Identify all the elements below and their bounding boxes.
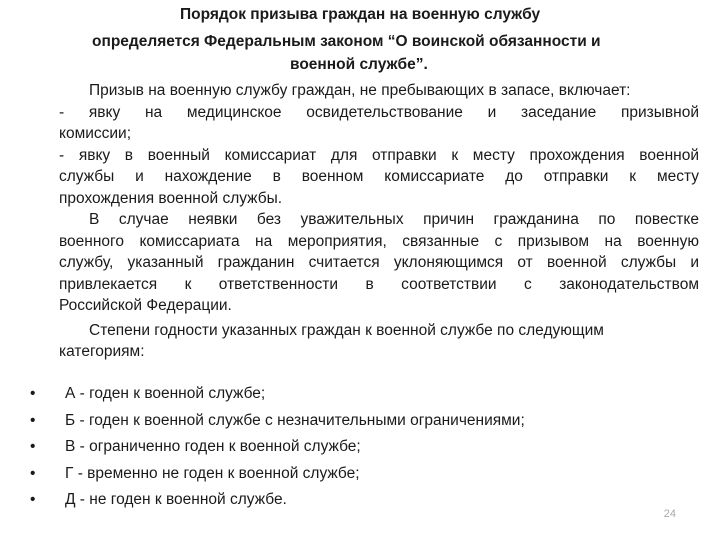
fitness-category-list: [30, 383, 525, 516]
title-line-2: определяется Федеральным законом “О воинской обязанности и: [92, 33, 601, 50]
category-text: Б - годен к военной службе с незначительными ограничениями;: [65, 411, 525, 429]
item-commissariat-line-2: службы и нахождение в военном комиссариате до отправки к месту: [59, 168, 699, 185]
bullet-icon: •: [30, 385, 36, 402]
bullet-icon: •: [30, 464, 36, 482]
absence-line-1: В случае неявки без уважительных причин гражданина по повестке: [89, 211, 699, 228]
bullet-icon: •: [30, 411, 36, 429]
intro-paragraph: Призыв на военную службу граждан, не пребывающих в запасе, включает:: [89, 82, 631, 99]
list-item: [30, 436, 525, 463]
item-commissariat-line-1: - явку в военный комиссариат для отправки к месту прохождения военной: [59, 146, 699, 164]
list-item: [30, 463, 525, 490]
category-text: А - годен к военной службе;: [65, 385, 266, 402]
item-medical-line-1: - явку на медицинское освидетельствование и заседание призывной: [59, 103, 699, 121]
body-text: [59, 80, 699, 363]
absence-line-3: службу, указанный гражданин считается уклоняющимся от военной службы и: [59, 254, 699, 271]
title-line-3: военной службе”.: [290, 56, 428, 73]
category-text: Г - временно не годен к военной службе;: [65, 464, 360, 482]
bullet-icon: •: [30, 438, 36, 455]
list-item: [30, 489, 525, 516]
list-item: [30, 383, 525, 410]
list-item: [30, 410, 525, 437]
category-text: В - ограниченно годен к военной службе;: [65, 438, 361, 455]
absence-line-2: военного комиссариата на мероприятия, связанные с призывом на военную: [59, 232, 699, 250]
fitness-line-1: Степени годности указанных граждан к военной службе по следующим: [89, 321, 604, 339]
bullet-icon: •: [30, 491, 36, 508]
title-line-1: Порядок призыва граждан на военную службу: [180, 6, 541, 23]
fitness-line-2: категориям:: [59, 343, 145, 360]
absence-line-4: привлекается к ответственности в соответствии с законодательством: [59, 275, 699, 293]
category-text: Д - не годен к военной службе.: [65, 491, 287, 508]
page-number: 24: [663, 508, 676, 520]
absence-line-5: Российской Федерации.: [59, 297, 232, 314]
item-commissariat-line-3: прохождения военной службы.: [59, 189, 283, 207]
item-medical-line-2: комиссии;: [59, 125, 132, 142]
